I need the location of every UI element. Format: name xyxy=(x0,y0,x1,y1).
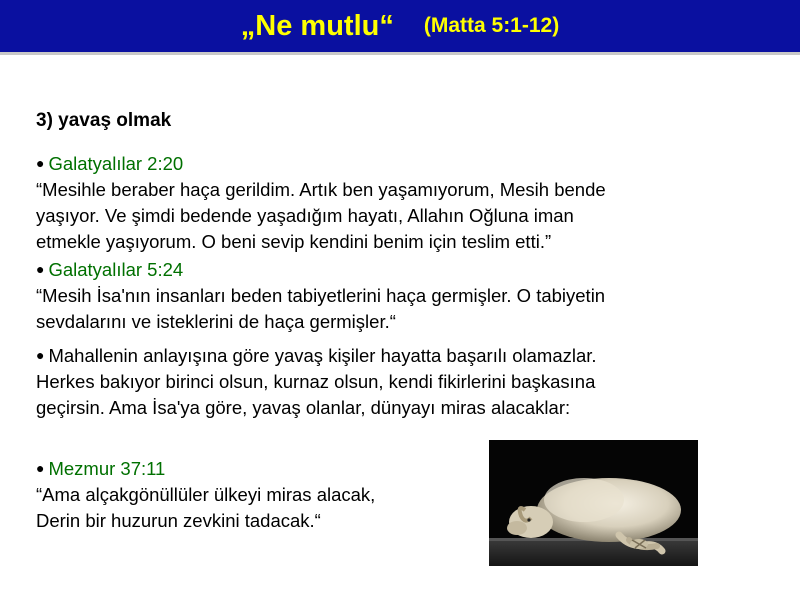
verse-line: Derin bir huzurun zevkini tadacak.“ xyxy=(36,510,321,531)
verse-line: sevdalarını ve isteklerini de haça germişler.“ xyxy=(36,311,396,332)
commentary-line: geçirsin. Ama İsa'ya göre, yavaş olanlar, dünyayı miras alacaklar: xyxy=(36,397,571,418)
title-divider xyxy=(0,52,800,55)
verse-line: etmekle yaşıyorum. O beni sevip kendini benim için teslim etti.” xyxy=(36,231,552,252)
verse-reference: Galatyalılar 5:24 xyxy=(48,259,184,280)
verse-line: yaşıyor. Ve şimdi bedende yaşadığım hayatı, Allahın Oğluna iman xyxy=(36,205,574,226)
verse-line: “Mesihle beraber haça gerildim. Artık ben yaşamıyorum, Mesih bende xyxy=(36,179,606,200)
bullet-icon: ● xyxy=(36,347,45,363)
bound-lamb-painting xyxy=(489,440,698,566)
verse-block-psalm-37-11 xyxy=(36,455,476,534)
lamb-image-icon xyxy=(489,440,698,566)
commentary-line: Herkes bakıyor birinci olsun, kurnaz olsun, kendi fikirlerini başkasına xyxy=(36,371,596,392)
bullet-icon: ● xyxy=(36,460,45,476)
verse-reference: Mezmur 37:11 xyxy=(48,458,166,479)
bullet-icon: ● xyxy=(36,261,45,277)
verse-line: “Ama alçakgönüllüler ülkeyi miras alacak, xyxy=(36,484,376,505)
commentary-block xyxy=(36,342,756,421)
verse-block-galatians-2-20 xyxy=(36,150,756,255)
slide-title-reference: (Matta 5:1-12) xyxy=(423,14,560,37)
bullet-icon: ● xyxy=(36,155,45,171)
verse-block-galatians-5-24 xyxy=(36,256,756,335)
title-bar xyxy=(0,0,800,52)
section-heading: 3) yavaş olmak xyxy=(36,110,172,131)
commentary-line: Mahallenin anlayışına göre yavaş kişiler hayatta başarılı olamazlar. xyxy=(48,345,597,366)
verse-line: “Mesih İsa'nın insanları beden tabiyetlerini haça germişler. O tabiyetin xyxy=(36,285,606,306)
verse-reference: Galatyalılar 2:20 xyxy=(48,153,184,174)
slide-title: „Ne mutlu“ xyxy=(240,9,394,42)
